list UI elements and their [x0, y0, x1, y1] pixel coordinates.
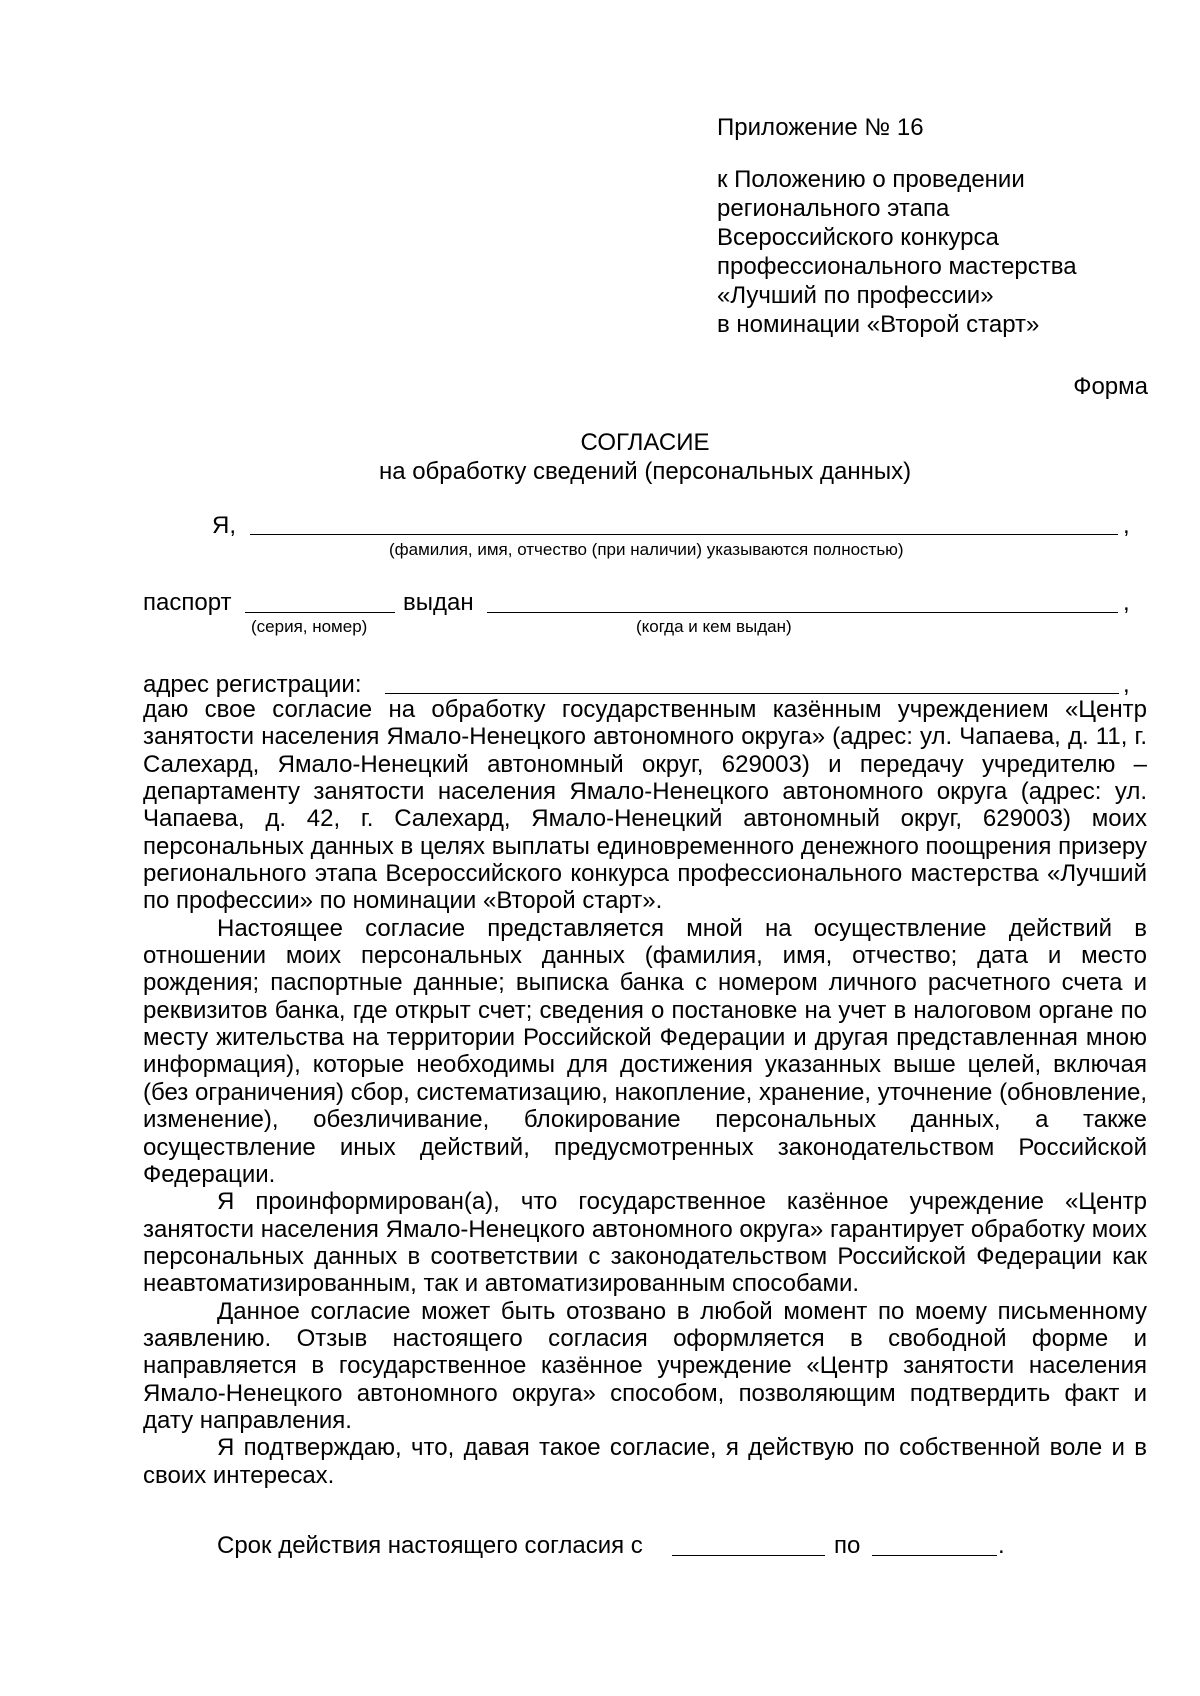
fio-field-line[interactable]: [250, 534, 1118, 535]
issued-label: выдан: [403, 589, 474, 616]
appendix-number: Приложение № 16: [717, 114, 924, 141]
document-title: СОГЛАСИЕ: [580, 429, 710, 456]
issued-comma: ,: [1123, 589, 1130, 616]
fio-hint: (фамилия, имя, отчество (при наличии) указываются полностью): [389, 540, 904, 559]
validity-start-line[interactable]: [672, 1555, 825, 1556]
validity-end-line[interactable]: [872, 1555, 997, 1556]
appendix-line: Всероссийского конкурса: [717, 224, 999, 251]
appendix-line: «Лучший по профессии»: [717, 282, 994, 309]
document-subtitle: на обработку сведений (персональных данных): [378, 458, 912, 485]
form-label: Форма: [1073, 373, 1148, 400]
appendix-line: регионального этапа: [717, 195, 950, 222]
validity-middle: по: [834, 1532, 861, 1559]
appendix-block: [717, 113, 1167, 339]
passport-label: паспорт: [143, 589, 232, 616]
address-comma: ,: [1123, 671, 1130, 698]
passport-number-line[interactable]: [245, 612, 395, 613]
paragraph-consent: даю свое согласие на обработку государственным казённым учреждением «Центр занятости населения Ямало-Ненецкого автономного округа» (адрес: ул. Чапаева, д. 11, г. Салехард, Ямало-Ненецкий автономный округ, 629003) и передачу учредителю – департаменту занятости населения Ямало-Ненецкого автономного округа (адрес: ул. Чапаева, д. 42, г. Салехард, Ямало-Ненецкий автономный округ, 629003) моих персональных данных в целях выплаты единовременного денежного поощрения призеру регионального этапа Всероссийского конкурса профессионального мастерства «Лучший по профессии» по номинации «Второй старт».: [143, 696, 1147, 915]
appendix-line: профессионального мастерства: [717, 253, 1077, 280]
issued-hint: (когда и кем выдан): [636, 617, 792, 636]
fio-comma: ,: [1123, 512, 1130, 539]
paragraph-scope: Настоящее согласие представляется мной на осуществление действий в отношении моих персональных данных (фамилия, имя, отчество; дата и место рождения; паспортные данные; выписка банка с номером личного расчетного счета и реквизитов банка, где открыт счет; сведения о постановке на учет в налоговом органе по месту жительства на территории Российской Федерации и другая представленная мною информация), которые необходимы для достижения указанных выше целей, включая (без ограничения) сбор, систематизацию, накопление, хранение, уточнение (обновление, изменение), обезличивание, блокирование персональных данных, а также осуществление иных действий, предусмотренных законодательством Российской Федерации.: [143, 914, 1147, 1188]
validity-prefix: Срок действия настоящего согласия с: [217, 1532, 643, 1559]
validity-suffix: .: [998, 1532, 1005, 1559]
issued-by-line[interactable]: [487, 612, 1118, 613]
paragraph-confirmation: Я подтверждаю, что, давая такое согласие, я действую по собственной воле и в своих интересах.: [143, 1434, 1147, 1489]
address-line[interactable]: [385, 693, 1119, 694]
address-label: адрес регистрации:: [143, 671, 362, 698]
i-label: Я,: [212, 512, 236, 539]
appendix-line: к Положению о проведении: [717, 166, 1025, 193]
appendix-line: в номинации «Второй старт»: [717, 311, 1040, 338]
consent-body: [143, 696, 1147, 1489]
paragraph-informed: Я проинформирован(а), что государственное казённое учреждение «Центр занятости населения Ямало-Ненецкого автономного округа» гарантирует обработку моих персональных данных в соответствии с законодательством Российской Федерации как неавтоматизированным, так и автоматизированным способами.: [143, 1188, 1147, 1298]
paragraph-revocation: Данное согласие может быть отозвано в любой момент по моему письменному заявлению. Отзыв настоящего согласия оформляется в свободной форме и направляется в государственное казённое учреждение «Центр занятости населения Ямало-Ненецкого автономного округа» способом, позволяющим подтвердить факт и дату направления.: [143, 1297, 1147, 1434]
passport-hint: (серия, номер): [251, 617, 368, 636]
